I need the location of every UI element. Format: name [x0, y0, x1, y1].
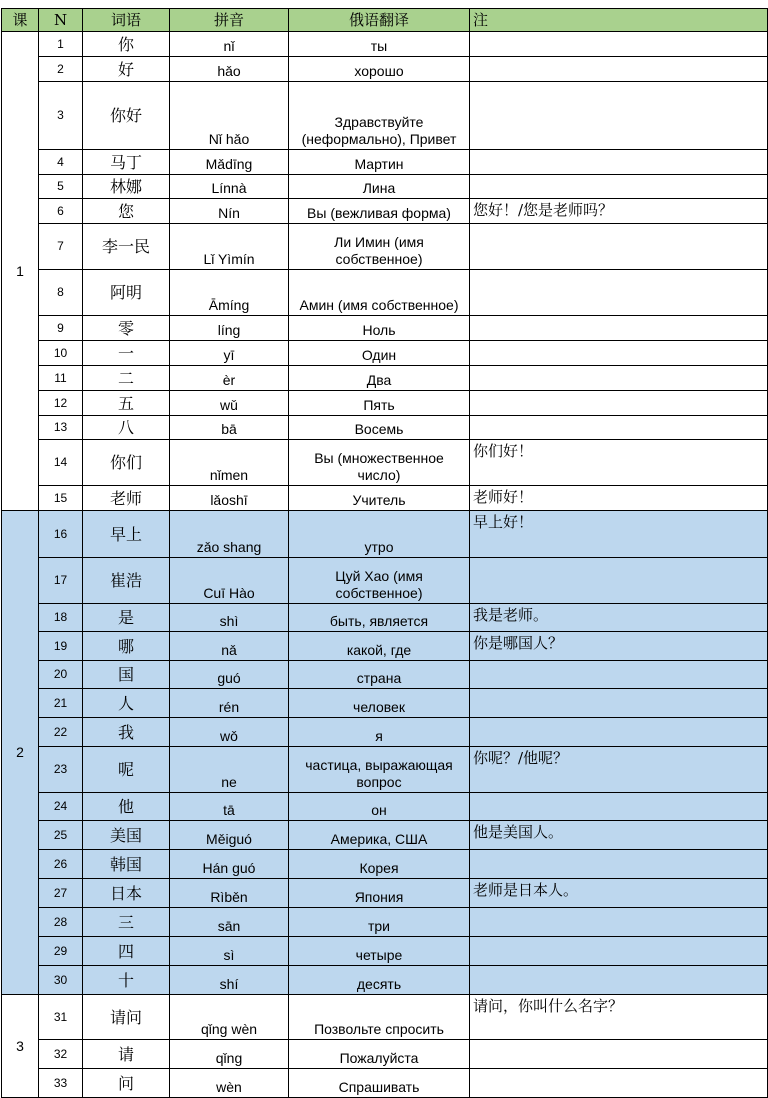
header-n: N [39, 9, 83, 32]
note-cell [470, 850, 768, 879]
russian-translation-cell: частица, выражающая вопрос [289, 747, 470, 793]
pinyin-cell: Mǎdīng [170, 150, 289, 175]
table-row [2, 937, 768, 966]
row-number-cell: 28 [39, 908, 83, 937]
row-number-cell: 15 [39, 486, 83, 511]
word-cell: 他 [83, 793, 170, 821]
russian-translation-cell: десять [289, 966, 470, 995]
note-cell: 老师好！ [470, 486, 768, 511]
word-cell: 崔浩 [83, 558, 170, 604]
table-row [2, 604, 768, 632]
pinyin-cell: Rìběn [170, 879, 289, 908]
note-cell [470, 391, 768, 416]
russian-translation-cell: Спрашивать [289, 1069, 470, 1098]
table-row [2, 793, 768, 821]
word-cell: 四 [83, 937, 170, 966]
table-row [2, 270, 768, 316]
table-row [2, 995, 768, 1040]
word-cell: 你好 [83, 82, 170, 150]
russian-translation-cell: ты [289, 32, 470, 57]
word-cell: 好 [83, 57, 170, 82]
word-cell: 问 [83, 1069, 170, 1098]
table-row [2, 850, 768, 879]
note-cell [470, 366, 768, 391]
russian-translation-cell: Вы (вежливая форма) [289, 199, 470, 224]
row-number-cell: 32 [39, 1040, 83, 1069]
row-number-cell: 22 [39, 718, 83, 747]
russian-translation-cell: Ноль [289, 316, 470, 341]
table-row [2, 486, 768, 511]
table-row [2, 1069, 768, 1098]
header-russian: 俄语翻译 [289, 9, 470, 32]
russian-translation-cell: три [289, 908, 470, 937]
pinyin-cell: lǎoshī [170, 486, 289, 511]
pinyin-cell: Lǐ Yìmín [170, 224, 289, 270]
pinyin-cell: Línnà [170, 175, 289, 199]
table-row [2, 747, 768, 793]
note-cell: 老师是日本人。 [470, 879, 768, 908]
table-row [2, 57, 768, 82]
header-row [2, 9, 768, 32]
note-cell: 你们好！ [470, 440, 768, 486]
word-cell: 是 [83, 604, 170, 632]
row-number-cell: 16 [39, 511, 83, 558]
note-cell [470, 150, 768, 175]
russian-translation-cell: быть, является [289, 604, 470, 632]
russian-translation-cell: Корея [289, 850, 470, 879]
pinyin-cell: sì [170, 937, 289, 966]
table-row [2, 689, 768, 718]
russian-translation-cell: Один [289, 341, 470, 366]
pinyin-cell: guó [170, 661, 289, 689]
word-cell: 五 [83, 391, 170, 416]
pinyin-cell: Nín [170, 199, 289, 224]
note-cell: 早上好！ [470, 511, 768, 558]
note-cell: 你呢？/他呢？ [470, 747, 768, 793]
table-row [2, 150, 768, 175]
pinyin-cell: èr [170, 366, 289, 391]
russian-translation-cell: Ли Имин (имя собственное) [289, 224, 470, 270]
row-number-cell: 9 [39, 316, 83, 341]
word-cell: 一 [83, 341, 170, 366]
lesson-number-cell: 3 [2, 995, 39, 1098]
row-number-cell: 12 [39, 391, 83, 416]
pinyin-cell: nǎ [170, 632, 289, 661]
word-cell: 林娜 [83, 175, 170, 199]
russian-translation-cell: Вы (множественное число) [289, 440, 470, 486]
table-row [2, 558, 768, 604]
row-number-cell: 14 [39, 440, 83, 486]
row-number-cell: 11 [39, 366, 83, 391]
table-body [2, 32, 768, 1098]
table-row [2, 416, 768, 440]
vocabulary-sheet [1, 8, 768, 1098]
lesson-number-cell: 2 [2, 511, 39, 995]
note-cell [470, 32, 768, 57]
table-row [2, 316, 768, 341]
row-number-cell: 5 [39, 175, 83, 199]
note-cell [470, 82, 768, 150]
word-cell: 哪 [83, 632, 170, 661]
row-number-cell: 10 [39, 341, 83, 366]
russian-translation-cell: Америка, США [289, 821, 470, 850]
russian-translation-cell: Пять [289, 391, 470, 416]
note-cell [470, 1040, 768, 1069]
russian-translation-cell: человек [289, 689, 470, 718]
word-cell: 韩国 [83, 850, 170, 879]
note-cell [470, 224, 768, 270]
word-cell: 日本 [83, 879, 170, 908]
row-number-cell: 8 [39, 270, 83, 316]
russian-translation-cell: Здравствуйте (неформально), Привет [289, 82, 470, 150]
row-number-cell: 26 [39, 850, 83, 879]
word-cell: 二 [83, 366, 170, 391]
word-cell: 请问 [83, 995, 170, 1040]
pinyin-cell: Nǐ hǎo [170, 82, 289, 150]
word-cell: 早上 [83, 511, 170, 558]
word-cell: 请 [83, 1040, 170, 1069]
header-pinyin: 拼音 [170, 9, 289, 32]
pinyin-cell: shí [170, 966, 289, 995]
table-row [2, 82, 768, 150]
note-cell [470, 416, 768, 440]
note-cell [470, 558, 768, 604]
word-cell: 八 [83, 416, 170, 440]
word-cell: 呢 [83, 747, 170, 793]
pinyin-cell: sān [170, 908, 289, 937]
pinyin-cell: wèn [170, 1069, 289, 1098]
row-number-cell: 20 [39, 661, 83, 689]
row-number-cell: 2 [39, 57, 83, 82]
note-cell [470, 1069, 768, 1098]
russian-translation-cell: Лина [289, 175, 470, 199]
table-row [2, 341, 768, 366]
row-number-cell: 1 [39, 32, 83, 57]
note-cell [470, 937, 768, 966]
row-number-cell: 18 [39, 604, 83, 632]
lesson-number-cell: 1 [2, 32, 39, 511]
row-number-cell: 30 [39, 966, 83, 995]
word-cell: 人 [83, 689, 170, 718]
row-number-cell: 19 [39, 632, 83, 661]
word-cell: 美国 [83, 821, 170, 850]
table-row [2, 966, 768, 995]
russian-translation-cell: Позвольте спросить [289, 995, 470, 1040]
pinyin-cell: wǒ [170, 718, 289, 747]
russian-translation-cell: я [289, 718, 470, 747]
note-cell [470, 966, 768, 995]
row-number-cell: 33 [39, 1069, 83, 1098]
header-note: 注 [470, 9, 768, 32]
table-row [2, 32, 768, 57]
word-cell: 零 [83, 316, 170, 341]
note-cell [470, 689, 768, 718]
word-cell: 你 [83, 32, 170, 57]
pinyin-cell: yī [170, 341, 289, 366]
row-number-cell: 25 [39, 821, 83, 850]
table-header [2, 9, 768, 32]
table-row [2, 391, 768, 416]
russian-translation-cell: какой, где [289, 632, 470, 661]
russian-translation-cell: хорошо [289, 57, 470, 82]
word-cell: 马丁 [83, 150, 170, 175]
table-row [2, 175, 768, 199]
word-cell: 我 [83, 718, 170, 747]
word-cell: 老师 [83, 486, 170, 511]
pinyin-cell: Hán guó [170, 850, 289, 879]
note-cell [470, 341, 768, 366]
russian-translation-cell: он [289, 793, 470, 821]
word-cell: 十 [83, 966, 170, 995]
pinyin-cell: Měiguó [170, 821, 289, 850]
pinyin-cell: tā [170, 793, 289, 821]
note-cell: 请问，你叫什么名字？ [470, 995, 768, 1040]
row-number-cell: 13 [39, 416, 83, 440]
row-number-cell: 24 [39, 793, 83, 821]
pinyin-cell: qǐng wèn [170, 995, 289, 1040]
pinyin-cell: qǐng [170, 1040, 289, 1069]
table-row [2, 908, 768, 937]
note-cell [470, 908, 768, 937]
pinyin-cell: zǎo shang [170, 511, 289, 558]
table-row [2, 821, 768, 850]
note-cell: 你是哪国人？ [470, 632, 768, 661]
row-number-cell: 4 [39, 150, 83, 175]
table-row [2, 511, 768, 558]
table-row [2, 440, 768, 486]
note-cell [470, 270, 768, 316]
russian-translation-cell: Мартин [289, 150, 470, 175]
pinyin-cell: Āmíng [170, 270, 289, 316]
note-cell [470, 316, 768, 341]
table-row [2, 718, 768, 747]
pinyin-cell: shì [170, 604, 289, 632]
pinyin-cell: wǔ [170, 391, 289, 416]
row-number-cell: 31 [39, 995, 83, 1040]
pinyin-cell: ne [170, 747, 289, 793]
russian-translation-cell: утро [289, 511, 470, 558]
row-number-cell: 6 [39, 199, 83, 224]
row-number-cell: 29 [39, 937, 83, 966]
row-number-cell: 27 [39, 879, 83, 908]
russian-translation-cell: четыре [289, 937, 470, 966]
pinyin-cell: Cuī Hào [170, 558, 289, 604]
russian-translation-cell: страна [289, 661, 470, 689]
table-row [2, 224, 768, 270]
russian-translation-cell: Два [289, 366, 470, 391]
table-row [2, 879, 768, 908]
row-number-cell: 17 [39, 558, 83, 604]
word-cell: 您 [83, 199, 170, 224]
note-cell: 您好！/您是老师吗？ [470, 199, 768, 224]
word-cell: 国 [83, 661, 170, 689]
vocabulary-table [1, 8, 768, 1098]
note-cell [470, 718, 768, 747]
russian-translation-cell: Восемь [289, 416, 470, 440]
row-number-cell: 7 [39, 224, 83, 270]
word-cell: 阿明 [83, 270, 170, 316]
russian-translation-cell: Учитель [289, 486, 470, 511]
note-cell [470, 57, 768, 82]
header-word: 词语 [83, 9, 170, 32]
table-row [2, 366, 768, 391]
pinyin-cell: líng [170, 316, 289, 341]
table-row [2, 1040, 768, 1069]
russian-translation-cell: Пожалуйста [289, 1040, 470, 1069]
note-cell [470, 175, 768, 199]
note-cell: 他是美国人。 [470, 821, 768, 850]
pinyin-cell: nǐmen [170, 440, 289, 486]
pinyin-cell: hǎo [170, 57, 289, 82]
header-lesson: 课 [2, 9, 39, 32]
word-cell: 你们 [83, 440, 170, 486]
table-row [2, 632, 768, 661]
pinyin-cell: rén [170, 689, 289, 718]
note-cell [470, 793, 768, 821]
row-number-cell: 21 [39, 689, 83, 718]
table-row [2, 661, 768, 689]
pinyin-cell: nǐ [170, 32, 289, 57]
russian-translation-cell: Амин (имя собственное) [289, 270, 470, 316]
row-number-cell: 23 [39, 747, 83, 793]
note-cell: 我是老师。 [470, 604, 768, 632]
russian-translation-cell: Япония [289, 879, 470, 908]
word-cell: 三 [83, 908, 170, 937]
russian-translation-cell: Цуй Хао (имя собственное) [289, 558, 470, 604]
row-number-cell: 3 [39, 82, 83, 150]
table-row [2, 199, 768, 224]
note-cell [470, 661, 768, 689]
pinyin-cell: bā [170, 416, 289, 440]
word-cell: 李一民 [83, 224, 170, 270]
